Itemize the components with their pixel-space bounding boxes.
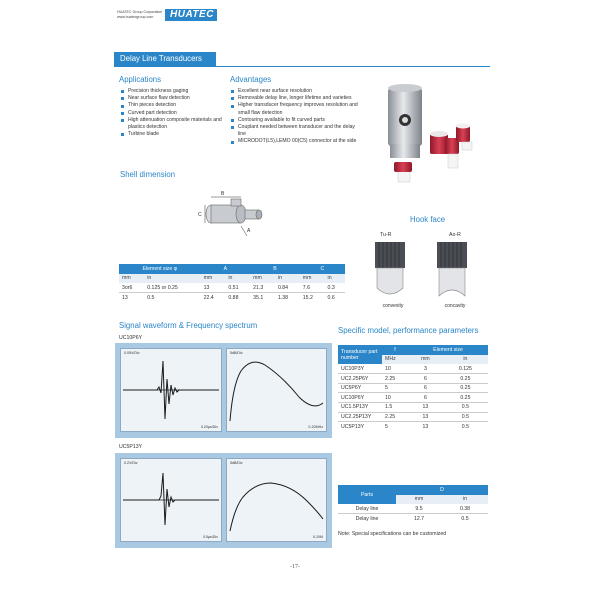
table-cell: 13 [122, 294, 128, 301]
table-cell: UC5P6Y [341, 385, 362, 392]
table-row [338, 364, 488, 374]
shell-dimension-drawing [195, 188, 275, 243]
plot2-wave-scale: 0.2V/Div [124, 461, 138, 465]
applications-heading: Applications [119, 75, 162, 84]
plot1-spec-scale: 5dB/Div [230, 351, 243, 355]
plot1-waveform [120, 348, 222, 432]
th-b: B [273, 265, 277, 272]
table-cell: 1.5 [385, 404, 393, 411]
table-cell: UC2.25P6Y [341, 375, 369, 382]
list-item: MICRODOT(L5),LEMO 00(C5) connector at the side [231, 138, 361, 145]
list-item: Curved part detection [121, 110, 223, 117]
table-cell: 0.38 [459, 505, 471, 512]
table-cell: 10 [385, 394, 391, 401]
table-row [338, 412, 488, 422]
th-parts: Parts [360, 491, 374, 498]
plot2-spec-range: 0-10M [312, 535, 323, 539]
table-cell: UC10P3Y [341, 365, 365, 372]
table-cell: 35.1 [253, 294, 264, 301]
th-unit: in [277, 275, 282, 282]
table-cell: UC1.5P13Y [341, 404, 369, 411]
plot2-spec-scale: 5dB/Div [230, 461, 243, 465]
model-table [338, 345, 488, 431]
th-d: D [440, 486, 444, 493]
plot1-spec-range: 0-20MHz [308, 425, 323, 429]
table-cell: 22.4 [203, 294, 214, 301]
dim-label-c: C [198, 212, 202, 218]
table-cell: 12.7 [413, 515, 425, 522]
th-element-size: Element size φ [142, 265, 178, 272]
page-title: Delay Line Transducers [114, 52, 216, 66]
signal-heading: Signal waveform & Frequency spectrum [119, 321, 258, 330]
th-unit: in [327, 275, 332, 282]
table-cell: 13 [422, 404, 429, 411]
table-cell: 0.84 [277, 284, 289, 291]
list-item: Turbine blade [121, 131, 223, 138]
table-cell: 0.5 [461, 515, 469, 522]
table-cell: 0.88 [228, 294, 239, 301]
table-cell: 13 [422, 413, 429, 420]
table-cell: 2.25 [385, 375, 396, 382]
th-a: A [223, 265, 228, 272]
table-cell: 15.2 [302, 294, 313, 301]
table-cell: 0.25 [460, 375, 471, 382]
table-cell: 0.25 [460, 385, 471, 392]
company-name: HUATEC Group Corporation [117, 10, 163, 14]
table-row [119, 293, 345, 303]
plot1-label: UC10P6Y [119, 335, 143, 341]
table-cell: 21.3 [253, 284, 264, 291]
table-cell: 3 [423, 365, 427, 372]
th-unit: in [147, 275, 152, 282]
table-cell: 2.25 [385, 413, 396, 420]
plot2-wave-time: 0.5μs/Div [202, 535, 218, 539]
th-unit: mm [203, 275, 213, 282]
plot2-spectrum [226, 458, 327, 542]
table-cell: 0.125 or 0.25 [147, 284, 178, 291]
table-cell: 10 [385, 365, 391, 372]
title-divider [114, 66, 490, 67]
table-cell: 0.5 [461, 413, 470, 420]
table-cell: 0.5 [461, 404, 470, 411]
table-row [338, 422, 488, 432]
convex-caption: convexity [382, 303, 404, 309]
th-unit: mm [253, 275, 262, 282]
concave-caption: concavity [444, 303, 466, 309]
convex-top-label: Tu-R [380, 232, 392, 238]
table-cell: 5 [385, 423, 388, 430]
th-f: f [394, 346, 396, 353]
table-cell: 7.6 [302, 284, 310, 291]
table-cell: 9.5 [415, 505, 423, 512]
table-row [338, 393, 488, 403]
table-row [338, 374, 488, 384]
th-model: Transducer part number [341, 348, 378, 361]
plot1-wave-scale: 0.05V/Div [124, 351, 140, 355]
table-row [119, 283, 345, 293]
concave-top-label: Ao-R [449, 232, 461, 238]
list-item: High attenuation composite materials and plastics detection [121, 117, 223, 131]
list-item: Excellent near surface resolution [231, 88, 361, 95]
model-heading: Specific model, performance parameters [338, 326, 479, 335]
plot1-wave-time: 0.20μs/Div [200, 425, 218, 429]
company-website: www.huatecgroup.com [117, 14, 154, 19]
parts-table [338, 485, 488, 523]
plot2-waveform [120, 458, 222, 542]
list-item: Thin pieces detection [121, 102, 223, 109]
table-cell: 3or6 [122, 284, 133, 291]
list-item: Contouring available to fit curved parts [231, 117, 361, 124]
list-item: Higher transducer frequency improves resolution and small flaw detection [231, 102, 361, 116]
brand-logo [165, 9, 217, 21]
plot2-label: UC5P13Y [119, 444, 143, 450]
th-element: Element size [433, 346, 463, 353]
page-number: -17- [290, 564, 300, 570]
th-unit: in [462, 496, 468, 503]
th-unit: mm [414, 496, 424, 503]
table-cell: 0.3 [327, 284, 335, 291]
table-cell: 0.5 [147, 294, 155, 301]
th-c: C [320, 265, 325, 272]
list-item: Precision thickness gaging [121, 88, 223, 95]
table-row [338, 514, 488, 524]
table-cell: 5 [385, 385, 388, 392]
brand-text: HUATEC [170, 9, 214, 20]
table-cell: Delay line [355, 505, 379, 512]
th-unit: mm [302, 275, 312, 282]
note-text: Note: Special specifications can be customized [338, 531, 447, 537]
plot1-frame [115, 343, 332, 438]
th-unit: MHz [385, 356, 396, 363]
advantages-list [231, 88, 361, 146]
list-item: Near surface flaw detection [121, 95, 223, 102]
hook-face-heading: Hook face [410, 215, 446, 224]
list-item: Couplant needed between transducer and the delay line [231, 124, 361, 138]
table-cell: 13 [203, 284, 210, 291]
table-cell: 6 [423, 385, 427, 392]
dim-label-a: A [247, 228, 251, 234]
table-cell: 0.6 [327, 294, 335, 301]
table-row [338, 504, 488, 514]
th-unit: in [228, 275, 233, 282]
table-cell: 6 [423, 375, 427, 382]
table-row [338, 383, 488, 393]
table-cell: 6 [423, 394, 427, 401]
table-cell: UC2.25P13Y [341, 413, 372, 420]
table-cell: UC5P13Y [341, 423, 365, 430]
table-cell: UC10P6Y [341, 394, 365, 401]
table-row [338, 403, 488, 413]
list-item: Removable delay line, longer lifetime and varieties [231, 95, 361, 102]
hook-face-drawing [365, 240, 480, 308]
dimension-table [119, 264, 345, 302]
table-cell: 1.38 [277, 294, 289, 301]
table-cell: 0.5 [461, 423, 470, 430]
dim-label-b: B [221, 191, 225, 197]
plot2-frame [115, 453, 332, 548]
th-unit: mm [421, 356, 430, 363]
product-photo [370, 78, 490, 198]
advantages-heading: Advantages [230, 75, 272, 84]
table-cell: 13 [422, 423, 429, 430]
th-unit: mm [122, 275, 131, 282]
table-cell: 0.25 [460, 394, 471, 401]
plot1-spectrum [226, 348, 327, 432]
table-cell: 0.125 [458, 365, 472, 372]
table-cell: 0.51 [228, 284, 239, 291]
th-unit: in [463, 356, 468, 363]
table-cell: Delay line [355, 515, 379, 522]
applications-list [121, 88, 223, 138]
shell-dimension-heading: Shell dimension [120, 170, 176, 179]
